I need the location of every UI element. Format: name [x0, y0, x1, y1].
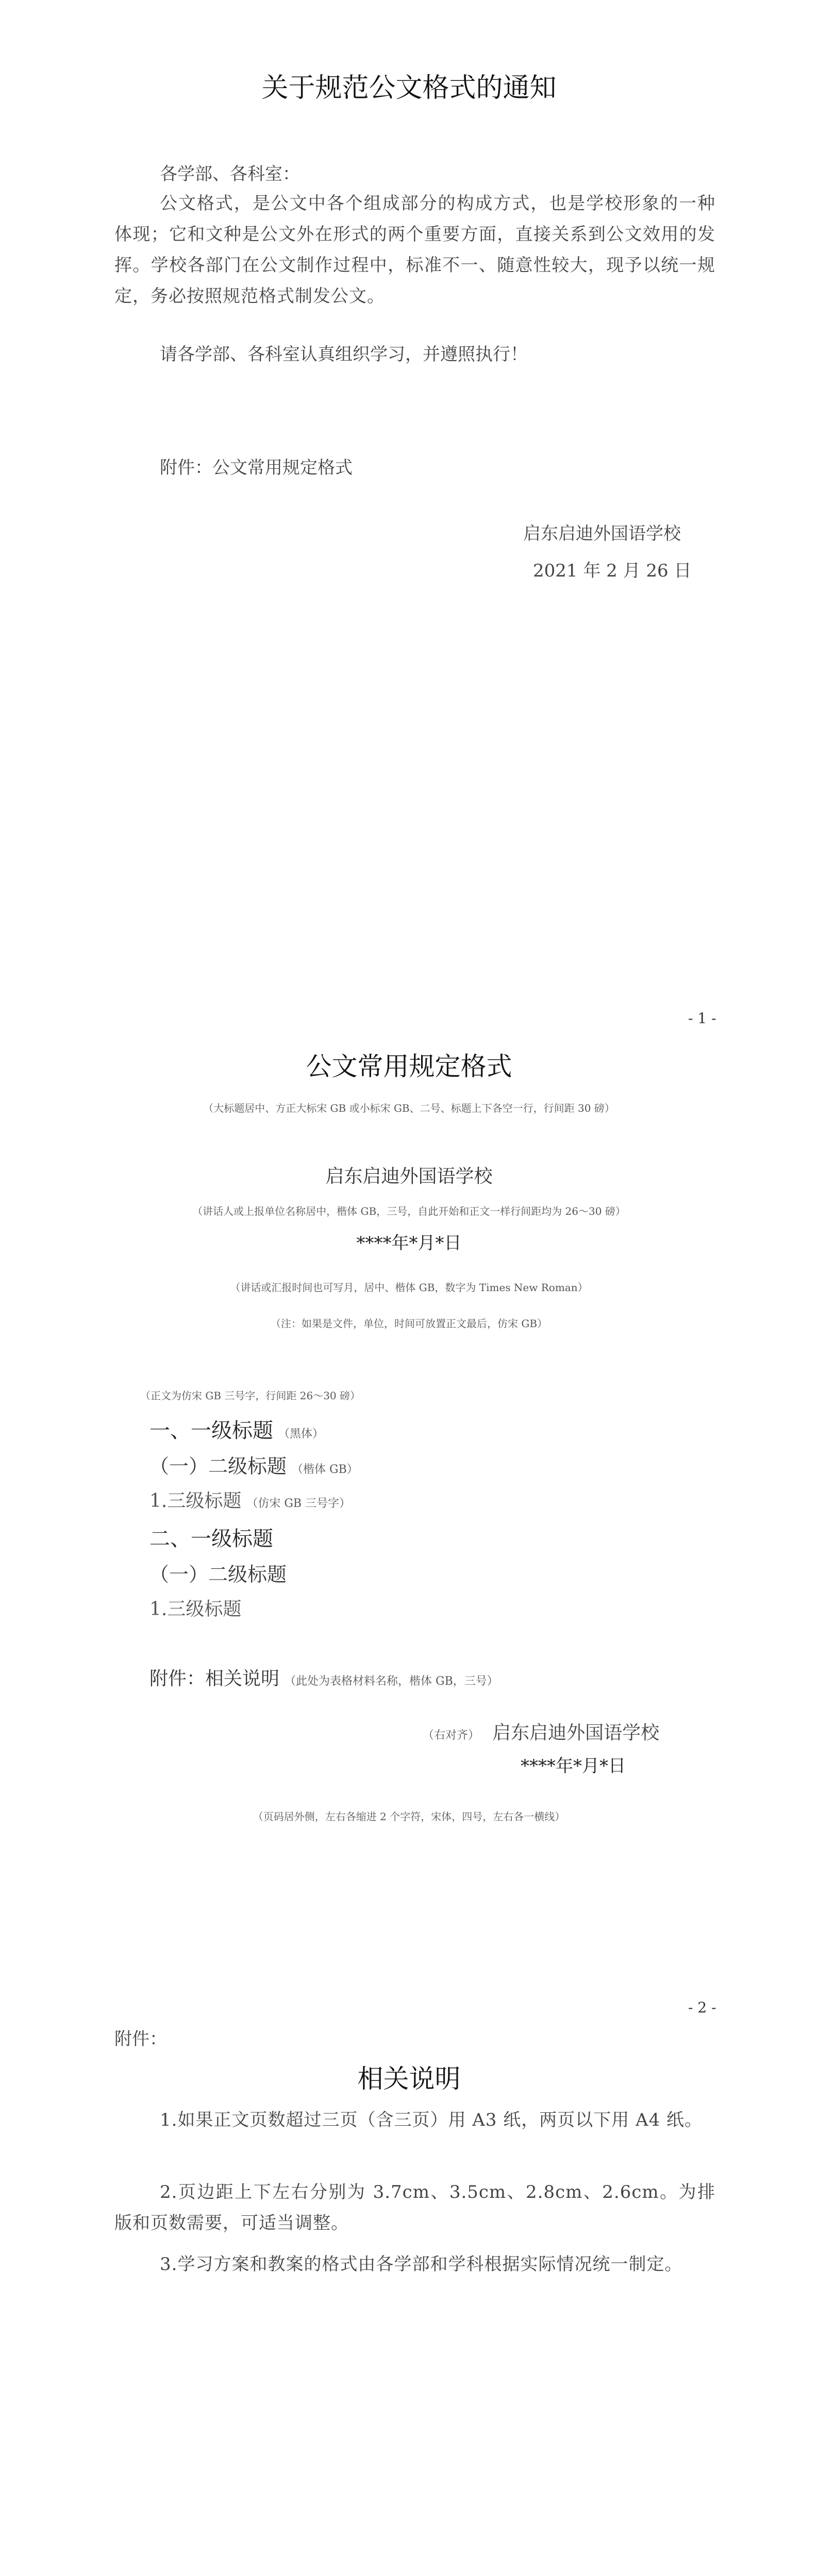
- appendix-label: 附件：: [114, 2029, 167, 2049]
- heading-2-a-row: [149, 1450, 358, 1479]
- date-note: （讲话或汇报时间也可写月，居中、楷体 GB，数字为 Times New Roman）: [230, 1281, 588, 1294]
- appendix-item-3: 3.学习方案和教案的格式由各学部和学科根据实际情况统一制定。: [160, 2254, 683, 2275]
- attachment-row: [149, 1664, 498, 1690]
- page-number-1: - 1 -: [688, 1010, 716, 1027]
- format-title: 公文常用规定格式: [306, 1052, 512, 1081]
- date-note-2: （注：如果是文件，单位，时间可放置正文最后，仿宋 GB）: [270, 1317, 548, 1330]
- heading-3-a-note: （仿宋 GB 三号字）: [246, 1497, 351, 1510]
- appendix-title: 相关说明: [357, 2064, 461, 2094]
- sign-note: （右对齐）: [423, 1729, 480, 1742]
- signature-date: 2021 年 2 月 26 日: [533, 561, 692, 581]
- heading-3-b: 1.三级标题: [149, 1599, 242, 1620]
- notice-paragraph-1: 公文格式，是公文中各个组成部分的构成方式，也是学校形象的一种体现；它和文种是公文外在形式的两个重要方面，直接关系到公文效用的发挥。学校各部门在公文制作过程中，标准不一、随意性较大，现予以统一规定，务必按照规范格式制发公文。: [114, 193, 715, 307]
- notice-title: 关于规范公文格式的通知: [261, 73, 557, 104]
- sign-date: ****年*月*日: [521, 1756, 626, 1776]
- attachment-label: 附件：相关说明: [149, 1668, 280, 1689]
- footer-note: （页码居外侧，左右各缩进 2 个字符，宋体，四号，左右各一横线）: [253, 1810, 565, 1823]
- heading-1-a-row: [149, 1414, 324, 1444]
- org-name: 启东启迪外国语学校: [325, 1166, 493, 1187]
- heading-3-a: 1.三级标题: [149, 1490, 242, 1512]
- attachment-line: 附件：公文常用规定格式: [160, 457, 353, 478]
- body-note: （正文为仿宋 GB 三号字，行间距 26～30 磅）: [140, 1389, 361, 1402]
- heading-1-a: 一、一级标题: [149, 1419, 273, 1443]
- heading-3-a-row: [149, 1486, 350, 1513]
- heading-2-a: （一）二级标题: [149, 1455, 287, 1478]
- signature-org: 启东启迪外国语学校: [523, 523, 681, 544]
- notice-paragraph-2: 请各学部、各科室认真组织学习，并遵照执行！: [160, 344, 528, 365]
- page-number-2: - 2 -: [688, 1999, 716, 2016]
- heading-2-a-note: （楷体 GB）: [292, 1463, 358, 1476]
- sign-org: 启东启迪外国语学校: [492, 1722, 660, 1743]
- heading-2-b: （一）二级标题: [149, 1563, 287, 1586]
- salutation: 各学部、各科室：: [160, 164, 300, 184]
- sign-row: [423, 1718, 659, 1744]
- heading-1-b: 二、一级标题: [149, 1527, 273, 1551]
- heading-1-a-note: （黑体）: [278, 1428, 324, 1440]
- title-note: （大标题居中、方正大标宋 GB 或小标宋 GB、二号、标题上下各空一行，行间距 30 磅）: [203, 1102, 615, 1114]
- date-placeholder: ****年*月*日: [356, 1233, 462, 1253]
- org-note: （讲话人或上报单位名称居中，楷体 GB，三号，自此开始和正文一样行间距均为 26～30 磅）: [192, 1205, 626, 1217]
- appendix-item-1: 1.如果正文页数超过三页（含三页）用 A3 纸，两页以下用 A4 纸。: [160, 2110, 703, 2130]
- appendix-item-2: 2.页边距上下左右分别为 3.7cm、3.5cm、2.8cm、2.6cm。为排版和页数需要，可适当调整。: [114, 2182, 715, 2233]
- attachment-note: （此处为表格材料名称，楷体 GB，三号）: [285, 1675, 498, 1688]
